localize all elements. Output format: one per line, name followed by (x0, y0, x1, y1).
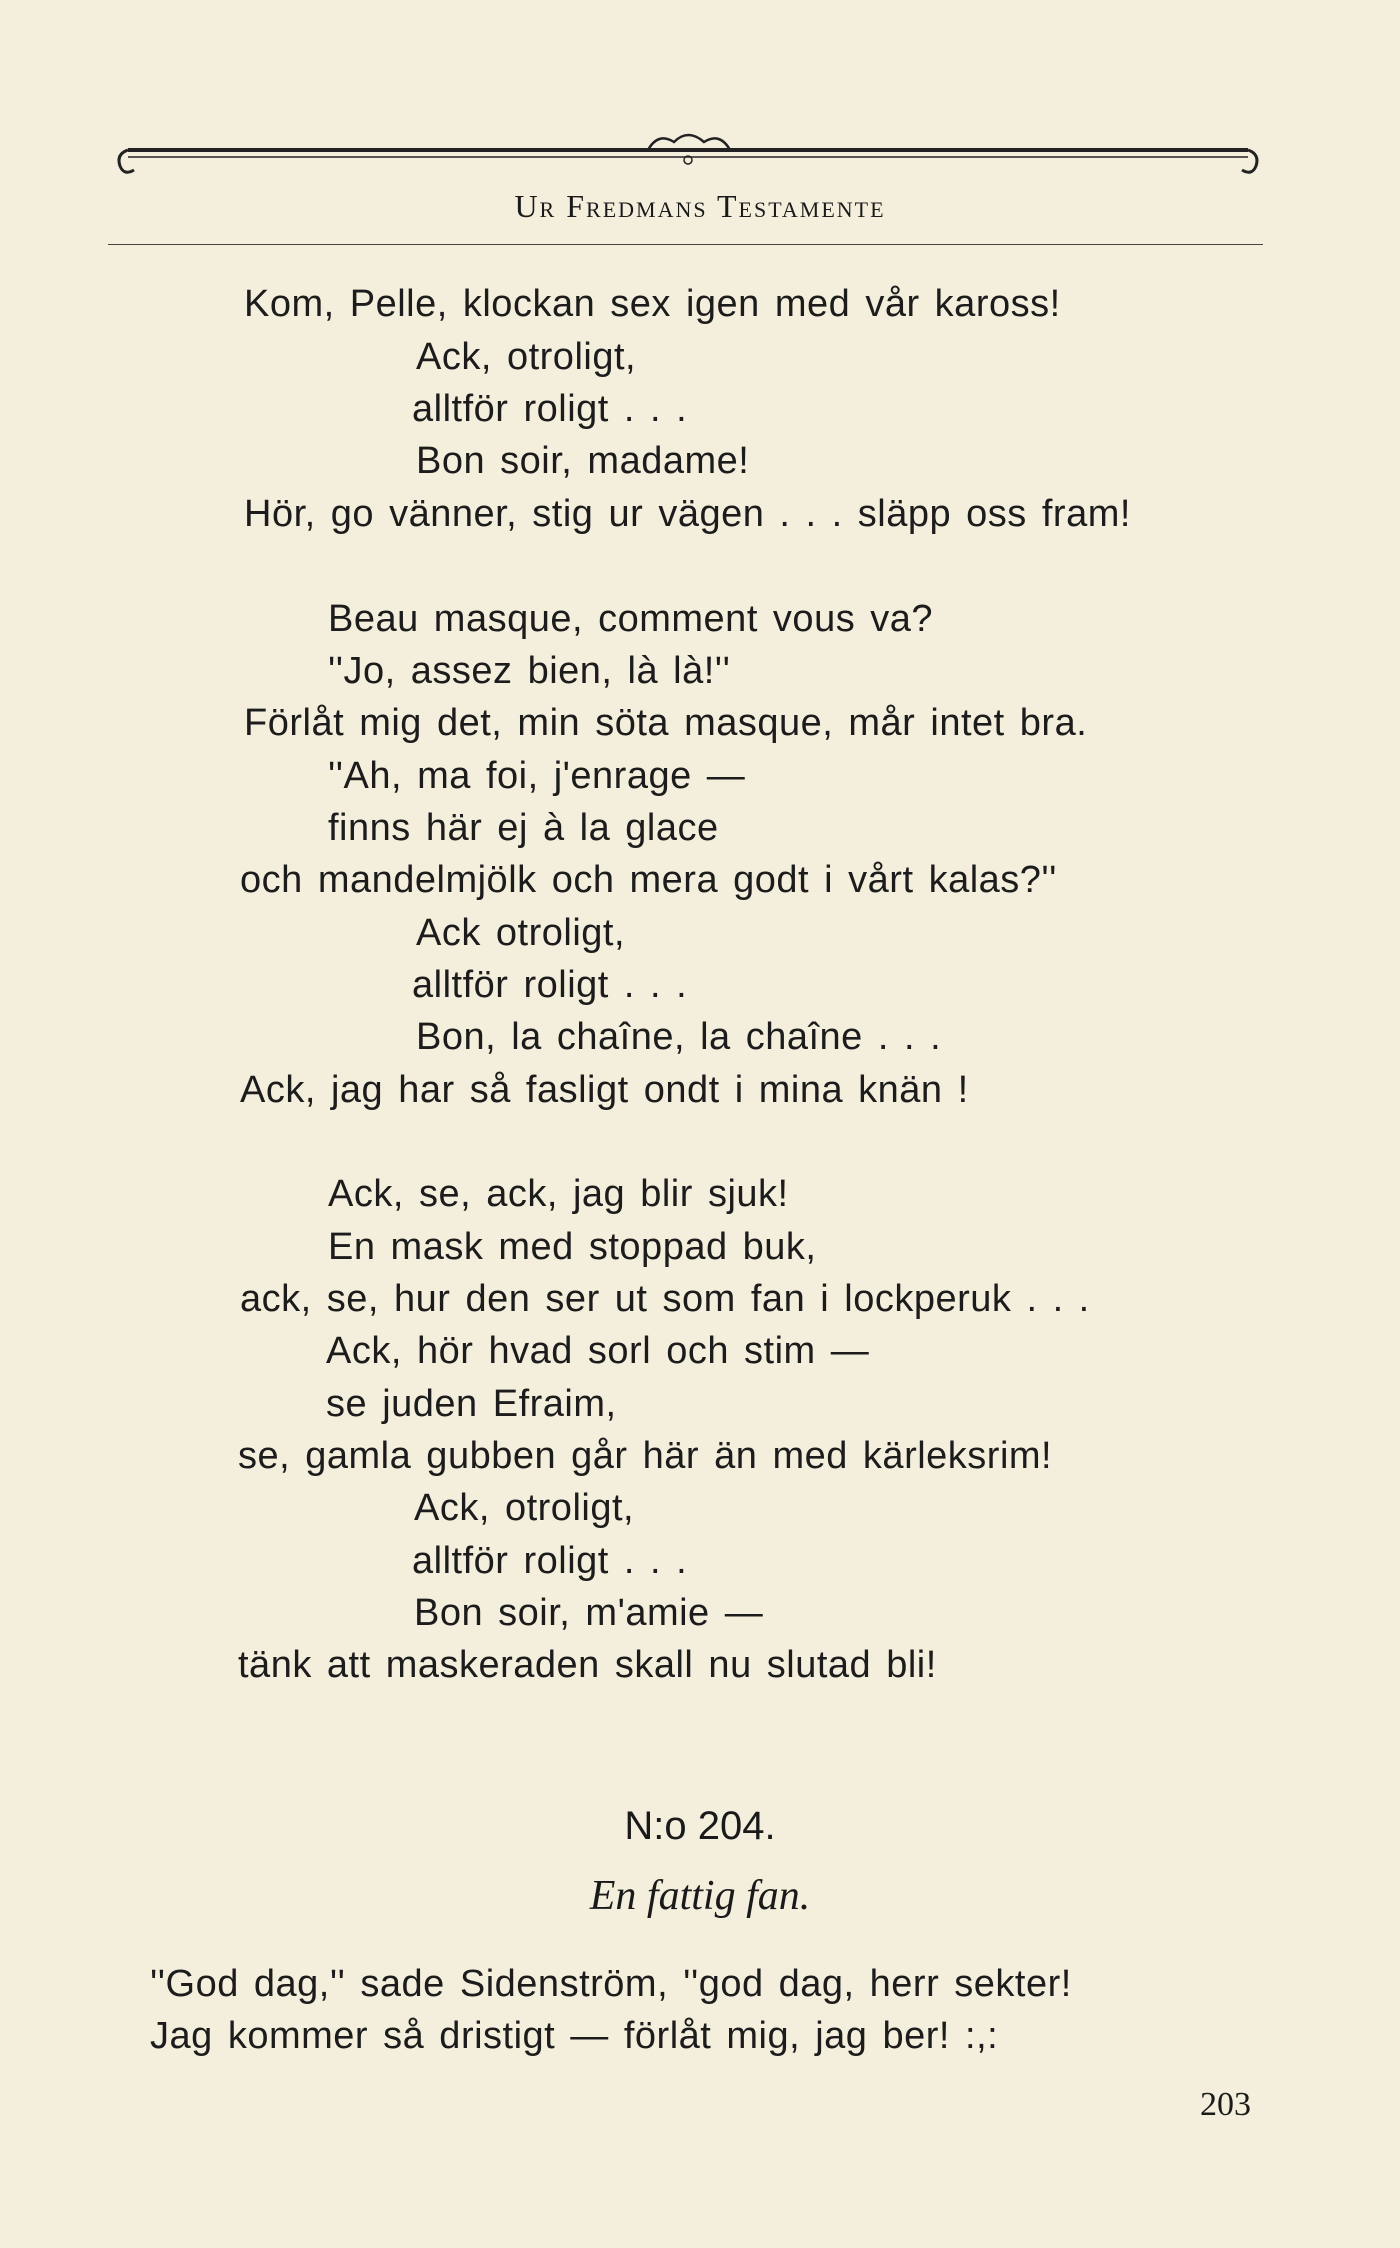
verse-line: ''God dag,'' sade Sidenström, ''god dag, herr sekter! (150, 1963, 1072, 2005)
verse-line: tänk att maskeraden skall nu slutad bli! (238, 1644, 937, 1686)
verse-line: Bon, la chaîne, la chaîne . . . (416, 1016, 942, 1058)
verse-line: ack, se, hur den ser ut som fan i lockperuk . . . (240, 1278, 1090, 1320)
verse-line: ''Ah, ma foi, j'enrage — (328, 755, 746, 797)
song-title: En fattig fan. (589, 1873, 811, 1919)
verse-line: Ack, jag har så fasligt ondt i mina knän ! (240, 1069, 969, 1111)
header-divider (108, 244, 1263, 245)
verse-line: Jag kommer så dristigt — förlåt mig, jag ber! :,: (150, 2015, 999, 2057)
verse-line: Ack, otroligt, (416, 336, 637, 378)
verse-line: alltför roligt . . . (412, 964, 688, 1006)
page-number: 203 (1200, 2086, 1251, 2123)
verse-line: alltför roligt . . . (412, 1540, 688, 1582)
verse-line: Hör, go vänner, stig ur vägen . . . släpp oss fram! (244, 493, 1131, 535)
verse-line: se juden Efraim, (326, 1383, 617, 1425)
song-number: N:o 204. (624, 1804, 776, 1848)
verse-line: En mask med stoppad buk, (328, 1226, 817, 1268)
verse-line: Ack, se, ack, jag blir sjuk! (328, 1173, 789, 1215)
running-head: Ur Fredmans Testamente (514, 188, 886, 224)
verse-line: se, gamla gubben går här än med kärleksrim! (238, 1435, 1053, 1477)
verse-line: och mandelmjölk och mera godt i vårt kalas?'' (240, 859, 1057, 901)
verse-line: Bon soir, m'amie — (414, 1592, 764, 1634)
verse-line: ''Jo, assez bien, là là!'' (328, 650, 731, 692)
verse-line: Ack, hör hvad sorl och stim — (326, 1330, 870, 1372)
verse-line: alltför roligt . . . (412, 388, 688, 430)
verse-line: Beau masque, comment vous va? (328, 598, 934, 640)
verse-line: Förlåt mig det, min söta masque, mår intet bra. (244, 702, 1088, 744)
verse-line: finns här ej à la glace (328, 807, 719, 849)
verse-line: Bon soir, madame! (416, 440, 750, 482)
verse-line: Ack, otroligt, (414, 1487, 635, 1529)
verse-line: Kom, Pelle, klockan sex igen med vår kaross! (244, 283, 1061, 325)
verse-line: Ack otroligt, (416, 912, 626, 954)
